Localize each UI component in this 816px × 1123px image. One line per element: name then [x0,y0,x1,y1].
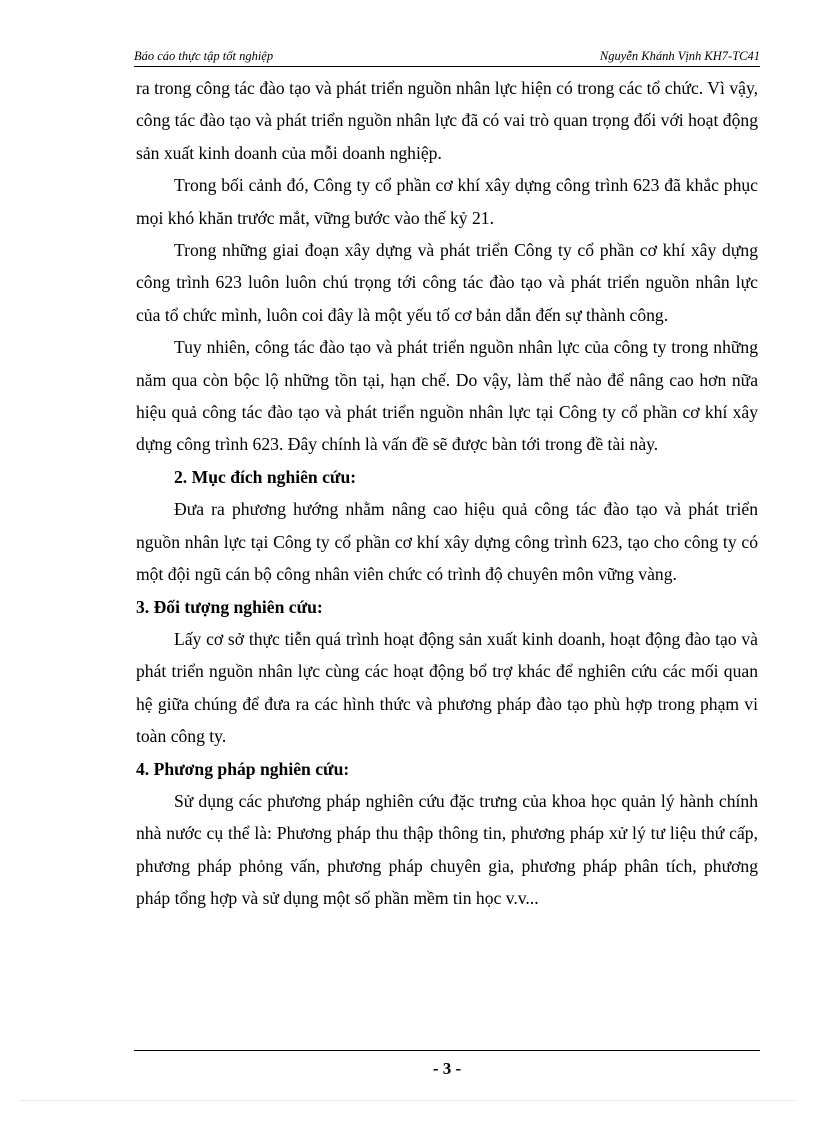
page-footer [134,1050,760,1079]
paragraph-context: Trong bối cảnh đó, Công ty cổ phần cơ khí xây dựng công trình 623 đã khắc phục mọi khó khăn trước mắt, vững bước vào thế kỷ 21. [136,175,758,228]
paragraph-development: Trong những giai đoạn xây dựng và phát triển Công ty cổ phần cơ khí xây dựng công trình 623 luôn luôn chú trọng tới công tác đào tạo và phát triển nguồn nhân lực của tổ chức mình, luôn coi đây là một yếu tố cơ bản dẫn đến sự thành công. [136,240,758,325]
header-report-title: Báo cáo thực tập tốt nghiệp [134,49,274,63]
paragraph-research-subject: Lấy cơ sở thực tiễn quá trình hoạt động sản xuất kinh doanh, hoạt động đào tạo và phát triển nguồn nhân lực cùng các hoạt động bổ trợ khác để nghiên cứu các mối quan hệ giữa chúng để đưa ra các hình thức và phương pháp đào tạo phù hợp trong phạm vi toàn công ty. [136,628,758,747]
heading-research-subject: 3. Đối tượng nghiên cứu: [136,596,323,617]
header-author: Nguyễn Khánh Vịnh KH7-TC41 [599,49,760,63]
heading-research-method: 4. Phương pháp nghiên cứu: [136,758,350,779]
paragraph-continuation: ra trong công tác đào tạo và phát triển nguồn nhân lực hiện có trong các tổ chức. Vì vậy, công tác đào tạo và phát triển nguồn nhân lực đã có vai trò quan trọng đối với hoạt động sản xuất kinh doanh của mỗi doanh nghiệp. [136,78,758,163]
page-number: - 3 - [432,1059,462,1078]
paragraph-research-purpose: Đưa ra phương hướng nhằm nâng cao hiệu quả công tác đào tạo và phát triển nguồn nhân lực tại Công ty cổ phần cơ khí xây dựng công trình 623, tạo cho công ty có một đội ngũ cán bộ công nhân viên chức có trình độ chuyên môn vững vàng. [136,499,758,585]
paragraph-limitations: Tuy nhiên, công tác đào tạo và phát triển nguồn nhân lực của công ty trong những năm qua còn bộc lộ những tồn tại, hạn chế. Do vậy, làm thế nào để nâng cao hơn nữa hiệu quả công tác đào tạo và phát triển nguồn nhân lực tại Công ty cổ phần cơ khí xây dựng công trình 623. Đây chính là vấn đề sẽ được bàn tới trong đề tài này. [136,337,758,455]
paragraph-research-method: Sử dụng các phương pháp nghiên cứu đặc trưng của khoa học quản lý hành chính nhà nước cụ thể là: Phương pháp thu thập thông tin, phương pháp xử lý tư liệu thứ cấp, phương pháp phỏng vấn, phương pháp chuyên gia, phương pháp phân tích, phương pháp tổng hợp và sử dụng một số phần mềm tin học v.v... [136,790,758,909]
page-header [134,48,760,67]
document-body [136,72,758,915]
heading-research-purpose: 2. Mục đích nghiên cứu: [174,466,357,487]
page-edge-divider [20,1100,796,1101]
